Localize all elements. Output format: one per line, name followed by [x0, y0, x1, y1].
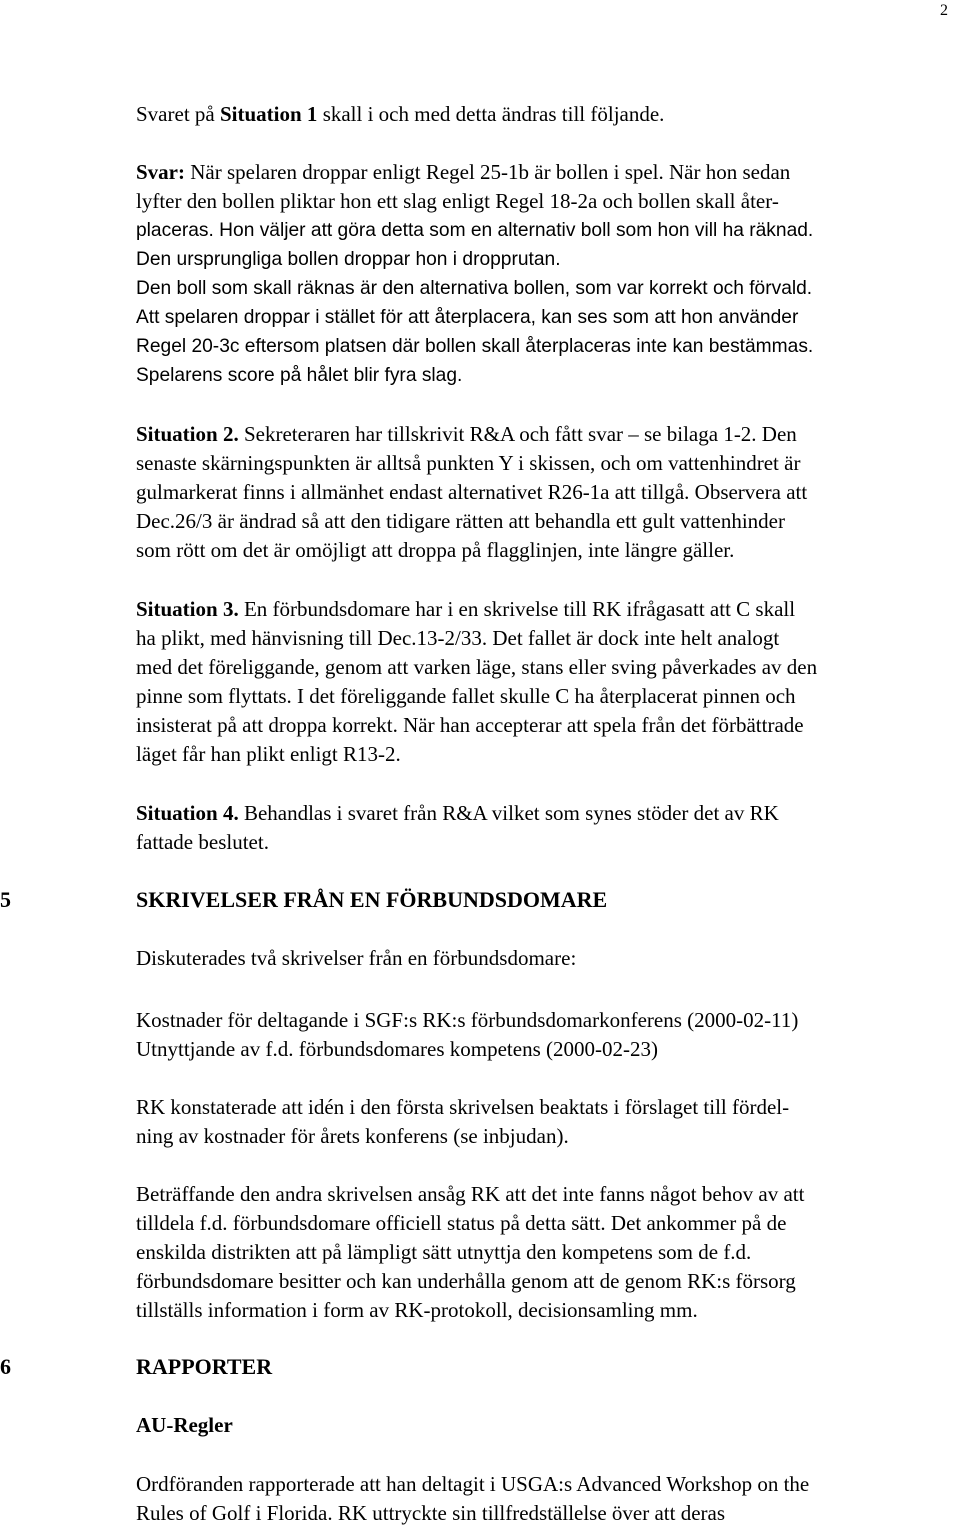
section-title: RAPPORTER: [136, 1354, 273, 1379]
text-line: Spelarens score på hålet blir fyra slag.: [136, 365, 463, 386]
section-heading-5: [0, 885, 607, 914]
text-line: insisterat på att droppa korrekt. När han accepterar att spela från det förbättrade: [136, 713, 804, 737]
text-line: senaste skärningspunkten är alltså punkten Y i skissen, och om vattenhindret är: [136, 451, 801, 475]
text-line: ha plikt, med hänvisning till Dec.13-2/33. Det fallet är dock inte helt analogt: [136, 626, 780, 650]
text-line: enskilda distrikten att på lämpligt sätt utnyttja den kompetens som de f.d.: [136, 1240, 752, 1264]
text-line: Utnyttjande av f.d. förbundsdomares kompetens (2000-02-23): [136, 1037, 658, 1061]
text-line: Den ursprungliga bollen droppar hon i dropprutan.: [136, 249, 561, 270]
text-line: Dec.26/3 är ändrad så att den tidigare rätten att behandla ett gult vattenhinder: [136, 509, 785, 533]
text-line: tilldela f.d. förbundsdomare officiell status på detta sätt. Det ankommer på de: [136, 1211, 787, 1235]
text-line: med det föreliggande, genom att varken läge, stans eller sving påverkades av den: [136, 655, 818, 679]
text-line: fattade beslutet.: [136, 830, 269, 854]
text-line: gulmarkerat finns i allmänhet endast alternativet R26-1a att tillgå. Observera att: [136, 480, 808, 504]
text-line: Situation 2. Sekreteraren har tillskrivit R&A och fått svar – se bilaga 1-2. Den: [136, 422, 797, 446]
text-line: Svaret på Situation 1 skall i och med detta ändras till följande.: [136, 102, 665, 126]
text-line: Att spelaren droppar i stället för att återplacera, kan ses som att hon använder: [136, 307, 799, 328]
text-line: förbundsdomare besitter och kan underhålla genom att de genom RK:s försorg: [136, 1269, 796, 1293]
text-line: Situation 3. En förbundsdomare har i en skrivelse till RK ifrågasatt att C skall: [136, 597, 796, 621]
text-line: ning av kostnader för årets konferens (se inbjudan).: [136, 1124, 569, 1148]
text-line: tillställs information i form av RK-protokoll, decisionsamling mm.: [136, 1298, 698, 1322]
page-number: 2: [940, 2, 948, 19]
text-line: Diskuterades två skrivelser från en förbundsdomare:: [136, 946, 577, 970]
section-number: 6: [0, 1354, 11, 1379]
text-line: lyfter den bollen pliktar hon ett slag enligt Regel 18-2a och bollen skall åter-: [136, 189, 779, 213]
subheading: AU-Regler: [136, 1413, 233, 1437]
text-line: Svar: När spelaren droppar enligt Regel 25-1b är bollen i spel. När hon sedan: [136, 160, 791, 184]
text-line: RK konstaterade att idén i den första skrivelsen beaktats i förslaget till fördel-: [136, 1095, 790, 1119]
text-line: läget får han plikt enligt R13-2.: [136, 742, 401, 766]
text-line: Beträffande den andra skrivelsen ansåg RK att det inte fanns något behov av att: [136, 1182, 805, 1206]
text-line: som rött om det är omöjligt att droppa på flagglinjen, inte längre gäller.: [136, 538, 735, 562]
text-line: Situation 4. Behandlas i svaret från R&A vilket som synes stöder det av RK: [136, 801, 779, 825]
text-line: Rules of Golf i Florida. RK uttryckte sin tillfredställelse över att deras: [136, 1501, 726, 1525]
section-heading-6: [0, 1352, 272, 1381]
text-line: Regel 20-3c eftersom platsen där bollen skall återplaceras inte kan bestämmas.: [136, 336, 814, 357]
section-number: 5: [0, 887, 11, 912]
text-line: placeras. Hon väljer att göra detta som en alternativ boll som hon vill ha räknad.: [136, 220, 814, 241]
text-line: Kostnader för deltagande i SGF:s RK:s förbundsdomarkonferens (2000-02-11): [136, 1008, 799, 1032]
text-line: Den boll som skall räknas är den alternativa bollen, som var korrekt och förvald.: [136, 278, 813, 299]
section-title: SKRIVELSER FRÅN EN FÖRBUNDSDOMARE: [136, 887, 608, 912]
text-line: pinne som flyttats. I det föreliggande fallet skulle C ha återplacerat pinnen och: [136, 684, 796, 708]
text-line: Ordföranden rapporterade att han deltagit i USGA:s Advanced Workshop on the: [136, 1472, 810, 1496]
